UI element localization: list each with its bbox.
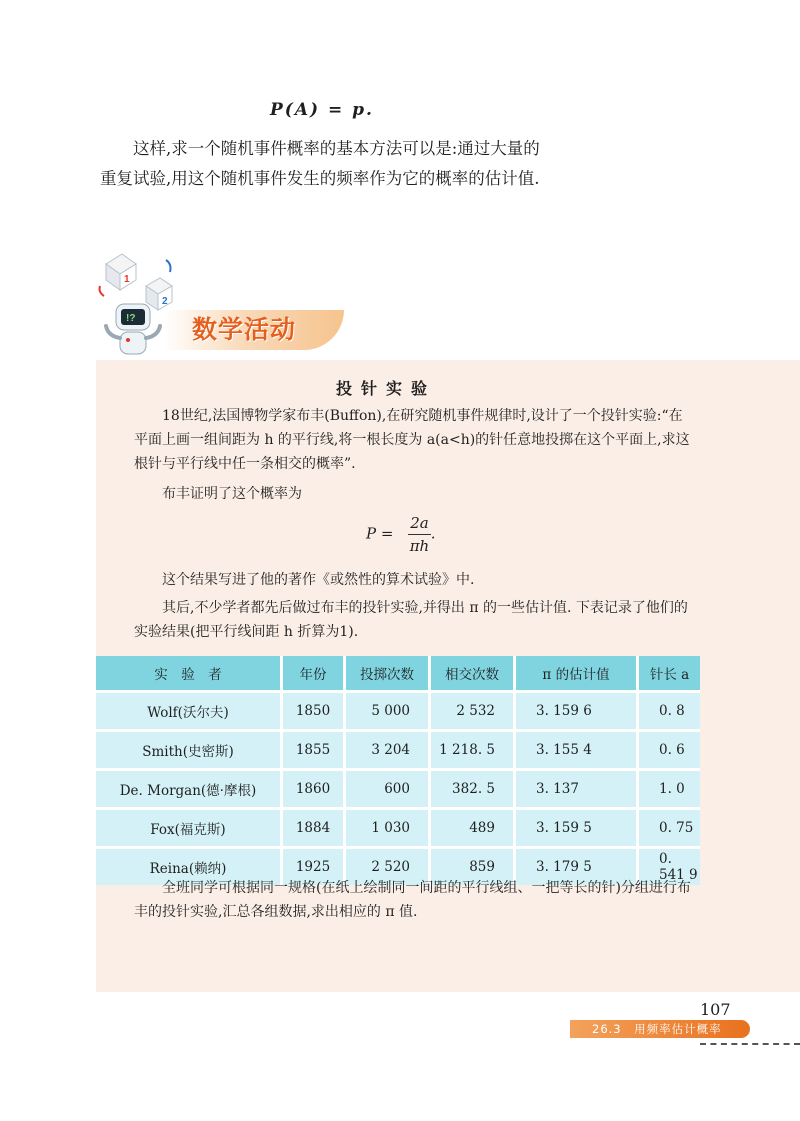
- results-table: [96, 656, 700, 885]
- cell-experimenter: Fox(福克斯): [96, 809, 282, 848]
- cell-experimenter: Reina(赖纳): [96, 848, 282, 886]
- table-row: [96, 770, 700, 809]
- activity-header: [96, 250, 356, 360]
- cell-throws: 1 030: [345, 809, 430, 848]
- formula-end: .: [430, 524, 436, 543]
- col-experimenter: 实 验 者: [96, 656, 282, 692]
- cell-year: 1925: [282, 848, 345, 886]
- cell-year: 1855: [282, 731, 345, 770]
- cell-needle-length: 0. 8: [638, 692, 701, 731]
- cell-pi-estimate: 3. 159 6: [515, 692, 638, 731]
- col-pi-estimate: π 的估计值: [515, 656, 638, 692]
- col-intersections: 相交次数: [430, 656, 515, 692]
- table-row: [96, 692, 700, 731]
- cell-intersections: 382. 5: [430, 770, 515, 809]
- dice-icon: [106, 254, 172, 310]
- cell-year: 1884: [282, 809, 345, 848]
- formula-fraction: [408, 514, 431, 555]
- footer-divider: [700, 1043, 800, 1045]
- die-face-2: 2: [162, 296, 168, 307]
- cell-experimenter: Wolf(沃尔夫): [96, 692, 282, 731]
- cell-pi-estimate: 3. 155 4: [515, 731, 638, 770]
- probability-formula: P(A) = p.: [270, 100, 374, 120]
- cell-intersections: 489: [430, 809, 515, 848]
- class-activity-instructions: 全班同学可根据同一规格(在纸上绘制同一间距的平行线组、一把等长的针)分组进行布丰的投针实验,汇总各组数据,求出相应的 π 值.: [134, 880, 691, 920]
- cell-year: 1860: [282, 770, 345, 809]
- cell-experimenter: De. Morgan(德·摩根): [96, 770, 282, 809]
- chapter-tab: 26.3 用频率估计概率: [570, 1020, 750, 1038]
- cell-throws: 600: [345, 770, 430, 809]
- cell-experimenter: Smith(史密斯): [96, 731, 282, 770]
- cell-intersections: 1 218. 5: [430, 731, 515, 770]
- cell-throws: 5 000: [345, 692, 430, 731]
- table-header-row: [96, 656, 700, 692]
- col-throws: 投掷次数: [345, 656, 430, 692]
- cell-year: 1850: [282, 692, 345, 731]
- formula-lhs: P =: [366, 524, 394, 543]
- cell-needle-length: 0. 541 9: [638, 848, 701, 886]
- activity-panel: [96, 360, 800, 992]
- formula-numerator: 2a: [408, 514, 431, 535]
- table-intro: 其后,不少学者都先后做过布丰的投针实验,并得出 π 的一些估计值. 下表记录了他们的实验结果(把平行线间距 h 折算为1).: [134, 600, 688, 640]
- proof-intro: 布丰证明了这个概率为: [162, 486, 302, 502]
- cell-intersections: 859: [430, 848, 515, 886]
- cell-throws: 3 204: [345, 731, 430, 770]
- robot-mascot-icon: [96, 250, 196, 360]
- book-note: 这个结果写进了他的著作《或然性的算术试验》中.: [162, 572, 475, 588]
- activity-title: 数学活动: [192, 315, 297, 344]
- cell-needle-length: 0. 6: [638, 731, 701, 770]
- cell-pi-estimate: 3. 179 5: [515, 848, 638, 886]
- cell-intersections: 2 532: [430, 692, 515, 731]
- table-row: [96, 731, 700, 770]
- intro-paragraph: 这样,求一个随机事件概率的基本方法可以是:通过大量的重复试验,用这个随机事件发生的频率作为它的概率的估计值.: [100, 139, 540, 188]
- cell-pi-estimate: 3. 159 5: [515, 809, 638, 848]
- formula-denominator: πh: [409, 537, 430, 555]
- cell-needle-length: 1. 0: [638, 770, 701, 809]
- cell-needle-length: 0. 75: [638, 809, 701, 848]
- page-number: 107: [700, 1000, 731, 1019]
- cell-pi-estimate: 3. 137: [515, 770, 638, 809]
- die-face-1: 1: [124, 274, 130, 285]
- experiment-title: 投针实验: [335, 379, 436, 398]
- col-year: 年份: [282, 656, 345, 692]
- table-row: [96, 809, 700, 848]
- cell-throws: 2 520: [345, 848, 430, 886]
- buffon-formula: [366, 514, 436, 555]
- robot-screen-text: !?: [126, 313, 136, 324]
- col-needle-length: 针长 a: [638, 656, 701, 692]
- experiment-description: 18世纪,法国博物学家布丰(Buffon),在研究随机事件规律时,设计了一个投针实验:“在平面上画一组间距为 h 的平行线,将一根长度为 a(a<h)的针任意地投掷在这个平面上,求这根针与平行线中任一条相交的概率”.: [134, 408, 690, 472]
